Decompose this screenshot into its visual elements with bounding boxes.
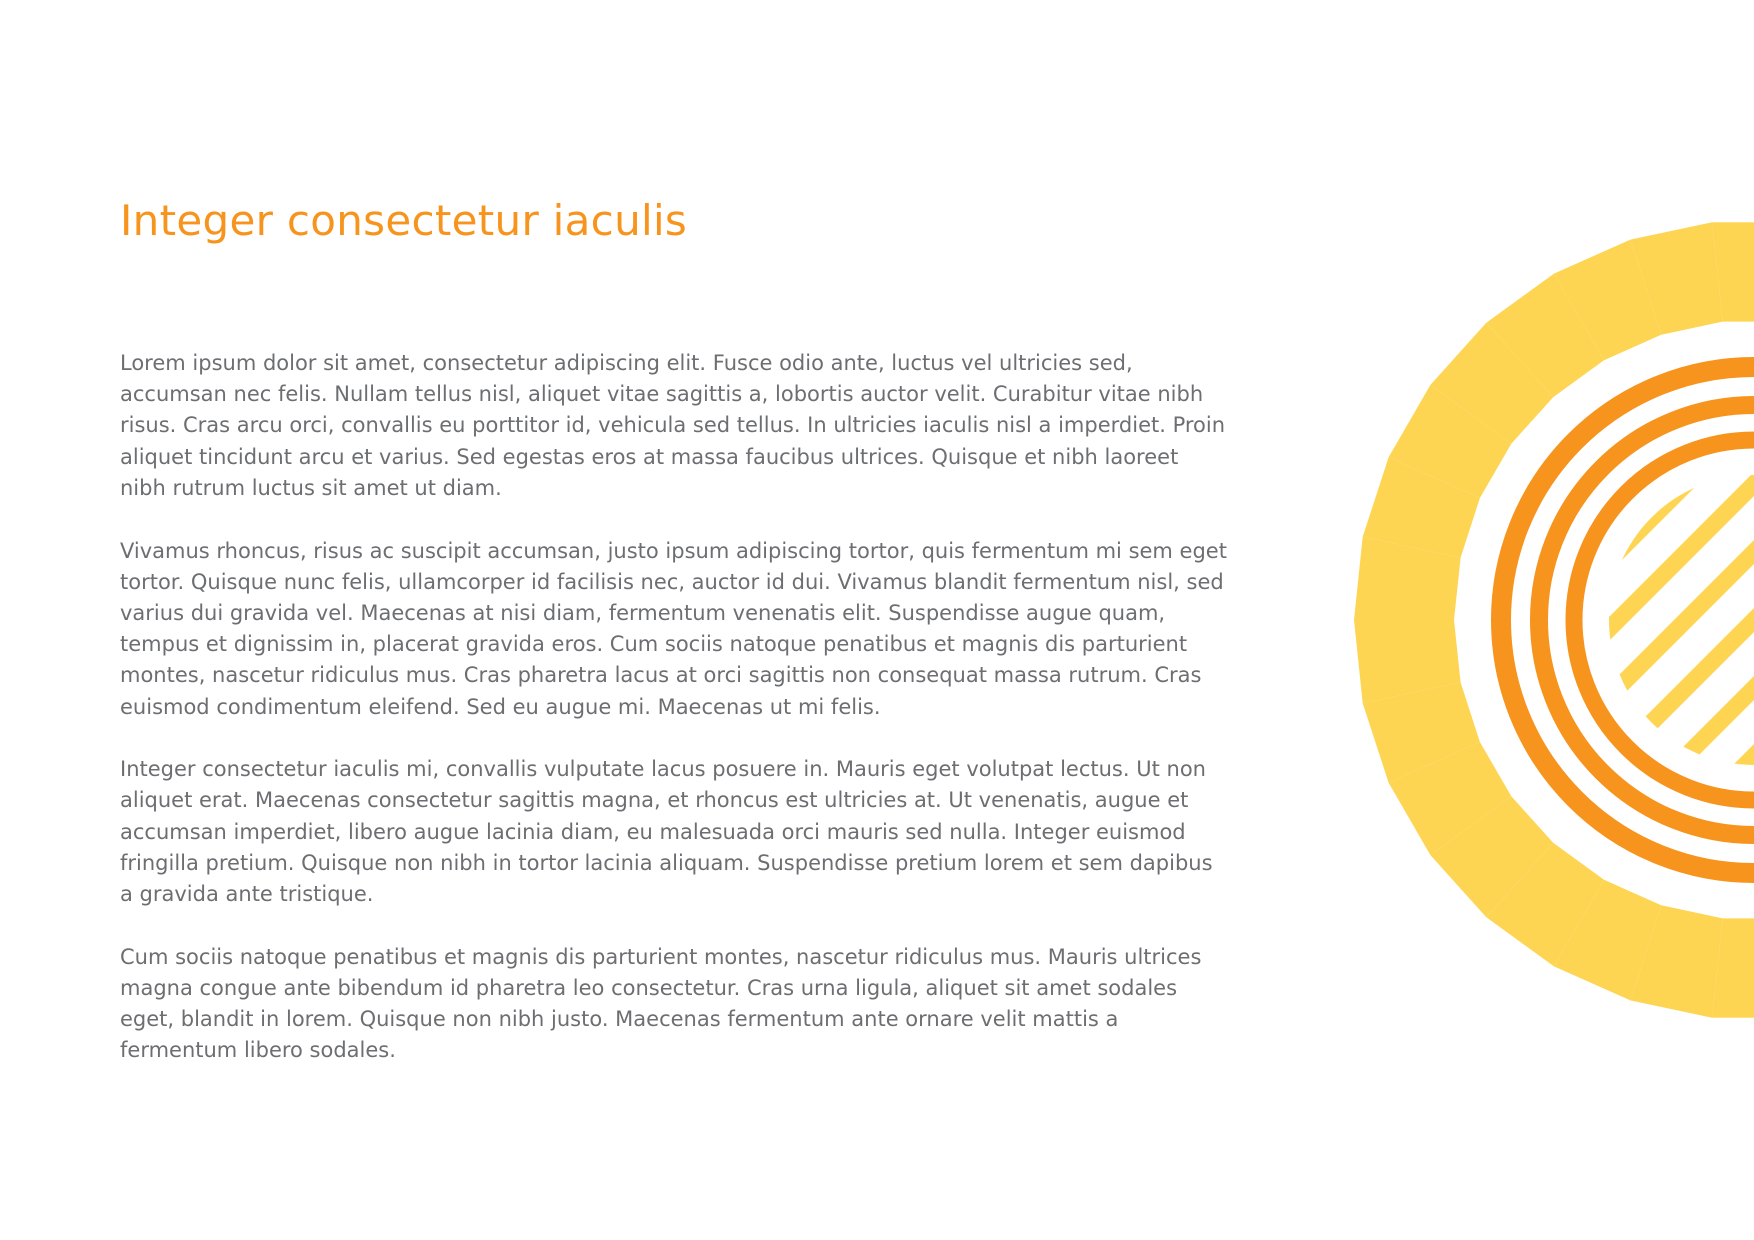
paragraph-1: Lorem ipsum dolor sit amet, consectetur adipiscing elit. Fusce odio ante, luctus vel ultricies sed, accumsan nec felis. Nullam tellus nisl, aliquet vitae sagittis a, lobortis auctor velit. Curabitur vitae nibh risus. Cras arcu orci, convallis eu porttitor id, vehicula sed tellus. In ultricies iaculis nisl a imperdiet. Proin aliquet tincidunt arcu et varius. Sed egestas eros at massa faucibus ultrices. Quisque et nibh laoreet nibh rutrum luctus sit amet ut diam.	[120, 351, 1226, 500]
sun-graphic	[1330, 190, 1754, 1050]
paragraph-4: Cum sociis natoque penatibus et magnis dis parturient montes, nascetur ridiculus mus. Mauris ultrices magna congue ante bibendum id pharetra leo consectetur. Cras urna ligula, aliquet sit amet sodales eget, blandit in lorem. Quisque non nibh justo. Maecenas fermentum ante ornare velit mattis a fermentum libero sodales.	[120, 944, 1202, 1063]
body-text	[120, 348, 1230, 1098]
paragraph-2: Vivamus rhoncus, risus ac suscipit accumsan, justo ipsum adipiscing tortor, quis fermentum mi sem eget tortor. Quisque nunc felis, ullamcorper id facilisis nec, auctor id dui. Vivamus blandit fermentum nisl, sed varius dui gravida vel. Maecenas at nisi diam, fermentum venenatis elit. Suspendisse augue quam, tempus et dignissim in, placerat gravida eros. Cum sociis natoque penatibus et magnis dis parturient montes, nascetur ridiculus mus. Cras pharetra lacus at orci sagittis non consequat massa rutrum. Cras euismod condimentum eleifend. Sed eu augue mi. Maecenas ut mi felis.	[120, 538, 1227, 719]
page-title: Integer consectetur iaculis	[120, 196, 688, 245]
paragraph-3: Integer consectetur iaculis mi, convallis vulputate lacus posuere in. Mauris eget volutpat lectus. Ut non aliquet erat. Maecenas consectetur sagittis magna, et rhoncus est ultricies at. Ut venenatis, augue et accumsan imperdiet, libero augue lacinia diam, eu malesuada orci mauris sed nulla. Integer euismod fringilla pretium. Quisque non nibh in tortor lacinia aliquam. Suspendisse pretium lorem et sem dapibus a gravida ante tristique.	[120, 757, 1213, 907]
sun-ring-3	[1574, 440, 1754, 800]
